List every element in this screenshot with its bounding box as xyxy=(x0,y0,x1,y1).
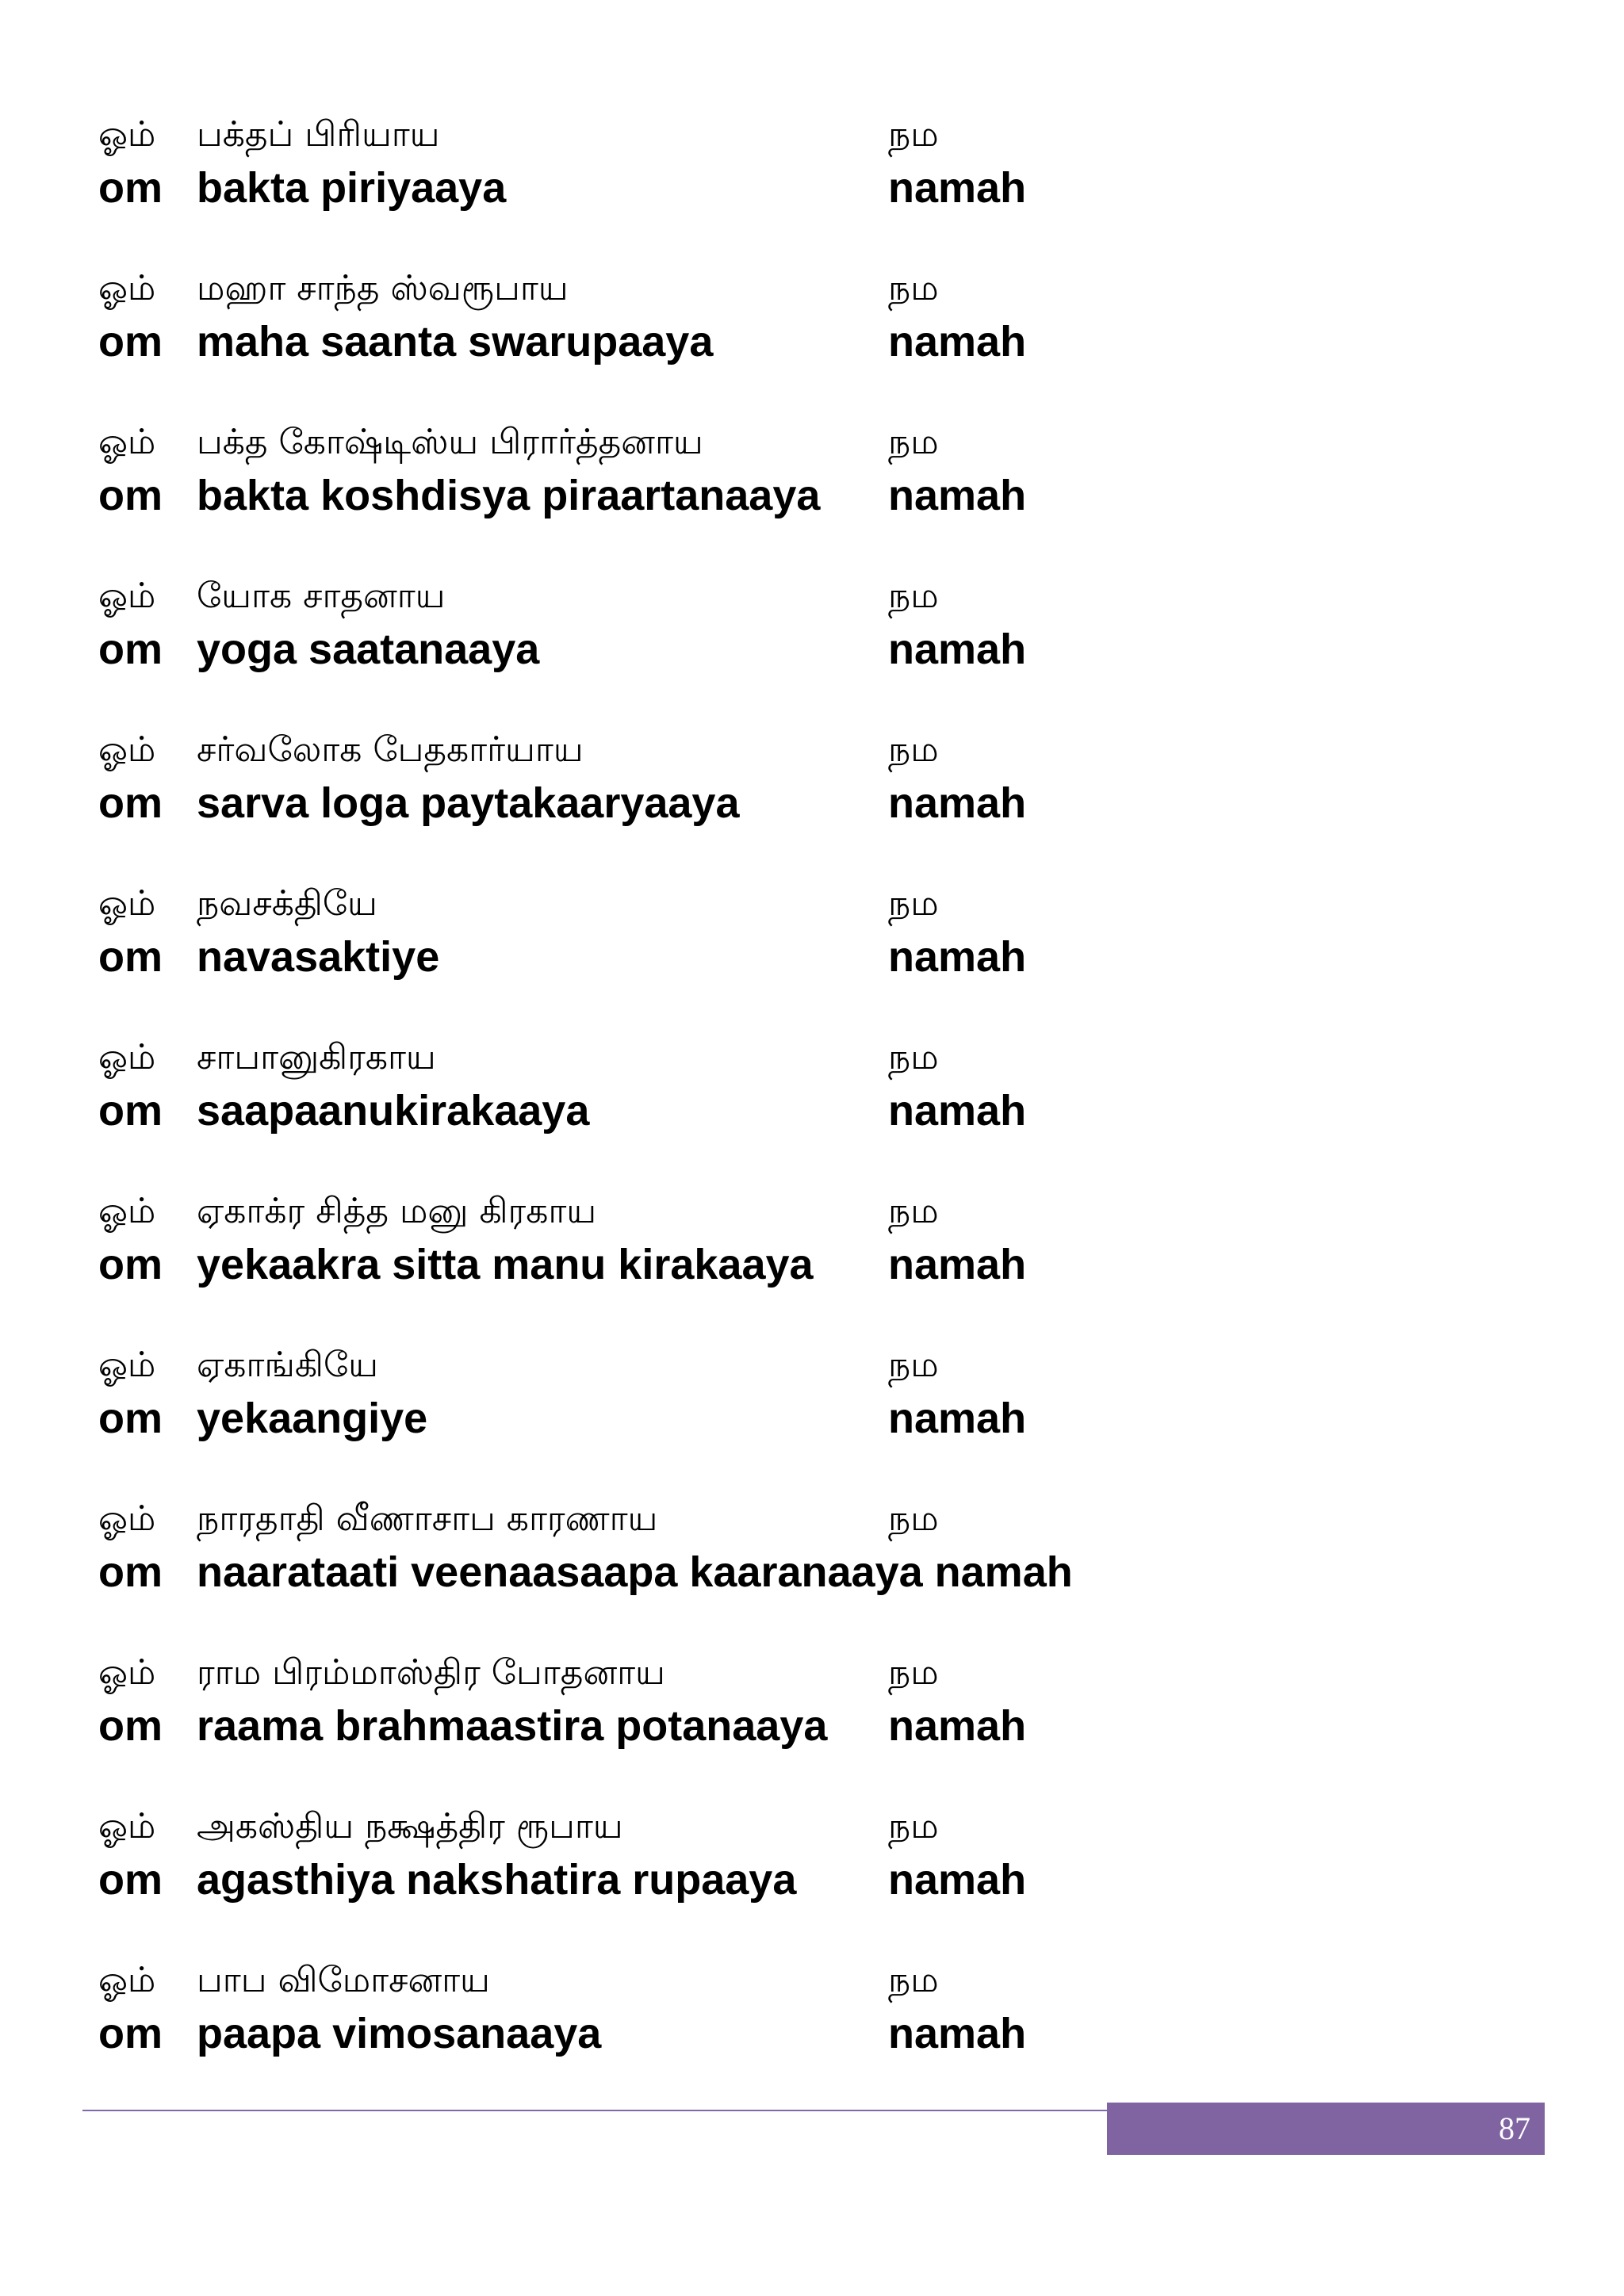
roman-namah: namah xyxy=(888,318,1027,365)
tamil-om: ஓம் xyxy=(98,729,156,770)
mantra-entry xyxy=(98,1032,1288,1186)
footer-rule xyxy=(82,2110,1107,2111)
tamil-om: ஓம் xyxy=(98,1960,156,2000)
mantra-entry xyxy=(98,109,1288,263)
roman-om: om xyxy=(98,1241,163,1288)
tamil-name: பக்தப் பிரியாய xyxy=(197,114,440,155)
roman-namah: namah xyxy=(888,164,1027,212)
tamil-om: ஓம் xyxy=(98,576,156,616)
roman-name: yoga saatanaaya xyxy=(197,626,540,673)
tamil-namah: நம xyxy=(888,1652,939,1693)
roman-name: navasaktiye xyxy=(197,933,440,981)
mantra-entry xyxy=(98,725,1288,878)
roman-namah: namah xyxy=(888,472,1027,519)
tamil-name: ராம பிரம்மாஸ்திர போதனாய xyxy=(197,1652,665,1693)
tamil-om: ஓம் xyxy=(98,1652,156,1693)
roman-namah: namah xyxy=(888,779,1027,827)
roman-om: om xyxy=(98,318,163,365)
roman-name: bakta piriyaaya xyxy=(197,164,507,212)
mantra-entry xyxy=(98,878,1288,1032)
roman-namah: namah xyxy=(888,1856,1027,1904)
roman-name: raama brahmaastira potanaaya xyxy=(197,1702,828,1750)
tamil-name: ஏகாங்கியே xyxy=(197,1345,378,1385)
tamil-name: அகஸ்திய நக்ஷத்திர ரூபாய xyxy=(197,1806,623,1846)
tamil-namah: நம xyxy=(888,1345,939,1385)
mantra-list xyxy=(98,109,1288,2109)
page-number-box xyxy=(1107,2103,1545,2155)
roman-om: om xyxy=(98,933,163,981)
roman-name: naarataati veenaasaapa kaaranaaya namah xyxy=(197,1548,1073,1596)
roman-name: yekaakra sitta manu kirakaaya xyxy=(197,1241,814,1288)
tamil-om: ஓம் xyxy=(98,883,156,924)
roman-om: om xyxy=(98,1548,163,1596)
mantra-entry xyxy=(98,1801,1288,1955)
tamil-om: ஓம் xyxy=(98,114,156,155)
tamil-namah: நம xyxy=(888,576,939,616)
page-number: 87 xyxy=(1499,2110,1530,2146)
tamil-name: சர்வலோக பேதகார்யாய xyxy=(197,729,584,770)
roman-om: om xyxy=(98,779,163,827)
tamil-namah: நம xyxy=(888,268,939,308)
roman-name: bakta koshdisya piraartanaaya xyxy=(197,472,821,519)
mantra-entry xyxy=(98,1647,1288,1801)
tamil-name: ஏகாக்ர சித்த மனு கிரகாய xyxy=(197,1191,597,1231)
tamil-namah: நம xyxy=(888,114,939,155)
tamil-name: சாபானுகிரகாய xyxy=(197,1037,436,1077)
roman-om: om xyxy=(98,1087,163,1135)
tamil-name: யோக சாதனாய xyxy=(197,576,446,616)
tamil-om: ஓம் xyxy=(98,1498,156,1539)
roman-namah: namah xyxy=(888,1395,1027,1442)
mantra-entry xyxy=(98,417,1288,571)
roman-namah: namah xyxy=(888,626,1027,673)
tamil-name: நாரதாதி வீணாசாப காரணாய xyxy=(197,1498,658,1539)
roman-namah: namah xyxy=(888,1702,1027,1750)
tamil-namah: நம xyxy=(888,883,939,924)
tamil-namah: நம xyxy=(888,422,939,462)
mantra-entry xyxy=(98,1494,1288,1647)
roman-om: om xyxy=(98,1702,163,1750)
roman-name: sarva loga paytakaaryaaya xyxy=(197,779,740,827)
tamil-om: ஓம் xyxy=(98,1806,156,1846)
roman-name: saapaanukirakaaya xyxy=(197,1087,590,1135)
mantra-entry xyxy=(98,571,1288,725)
tamil-namah: நம xyxy=(888,1960,939,2000)
roman-namah: namah xyxy=(888,2010,1027,2057)
tamil-om: ஓம் xyxy=(98,1191,156,1231)
roman-name: paapa vimosanaaya xyxy=(197,2010,602,2057)
tamil-namah: நம xyxy=(888,1498,939,1539)
mantra-entry xyxy=(98,1340,1288,1494)
roman-name: maha saanta swarupaaya xyxy=(197,318,714,365)
roman-om: om xyxy=(98,472,163,519)
tamil-name: பாப விமோசனாய xyxy=(197,1960,490,2000)
roman-namah: namah xyxy=(888,1087,1027,1135)
tamil-om: ஓம் xyxy=(98,1037,156,1077)
roman-om: om xyxy=(98,1395,163,1442)
roman-om: om xyxy=(98,626,163,673)
tamil-om: ஓம் xyxy=(98,422,156,462)
tamil-namah: நம xyxy=(888,1037,939,1077)
mantra-entry xyxy=(98,1955,1288,2109)
mantra-entry xyxy=(98,263,1288,417)
roman-namah: namah xyxy=(888,933,1027,981)
roman-name: yekaangiye xyxy=(197,1395,428,1442)
tamil-om: ஓம் xyxy=(98,1345,156,1385)
tamil-namah: நம xyxy=(888,729,939,770)
tamil-name: பக்த கோஷ்டிஸ்ய பிரார்த்தனாய xyxy=(197,422,703,462)
tamil-name: மஹா சாந்த ஸ்வரூபாய xyxy=(197,268,569,308)
tamil-namah: நம xyxy=(888,1191,939,1231)
tamil-namah: நம xyxy=(888,1806,939,1846)
roman-om: om xyxy=(98,2010,163,2057)
roman-om: om xyxy=(98,164,163,212)
roman-om: om xyxy=(98,1856,163,1904)
roman-namah: namah xyxy=(888,1241,1027,1288)
roman-name: agasthiya nakshatira rupaaya xyxy=(197,1856,797,1904)
mantra-entry xyxy=(98,1186,1288,1340)
tamil-om: ஓம் xyxy=(98,268,156,308)
tamil-name: நவசக்தியே xyxy=(197,883,377,924)
